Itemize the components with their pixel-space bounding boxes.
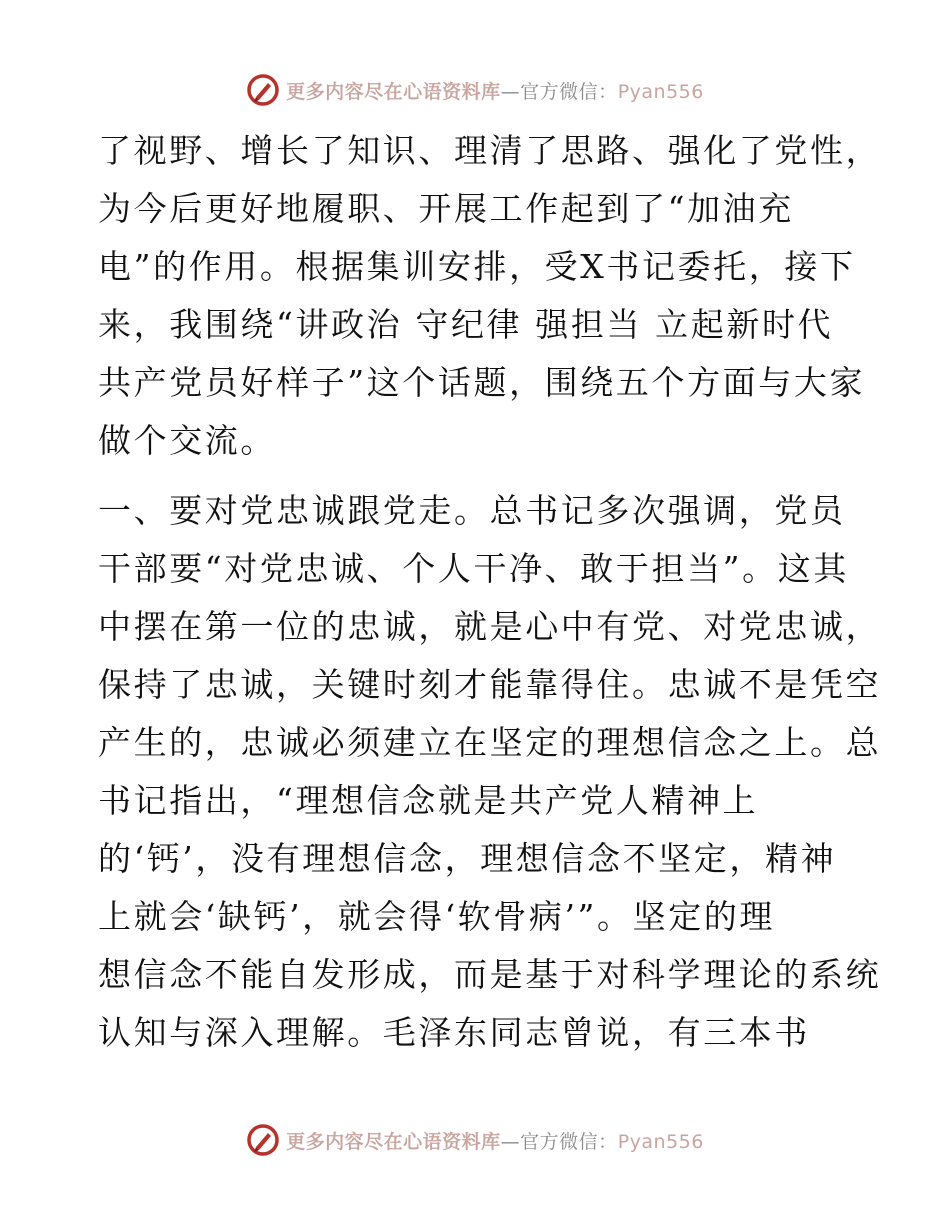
text-line: 了视野、增长了知识、理清了思路、强化了党性， — [98, 131, 882, 170]
pen-logo-icon — [246, 1123, 280, 1157]
paragraph-intro — [98, 122, 882, 470]
watermark-wechat-id: Pyan556 — [617, 1130, 704, 1153]
text-line: 中摆在第一位的忠诚，就是心中有党、对党忠诚， — [98, 607, 882, 646]
text-line: 共产党员好样子”这个话题，围绕五个方面与大家 — [98, 363, 866, 402]
text-line: 认知与深入理解。毛泽东同志曾说，有三本书 — [98, 1013, 810, 1052]
watermark-official: —官方微信： — [500, 1130, 618, 1153]
footer-watermark — [0, 1120, 950, 1160]
watermark-text — [286, 77, 704, 104]
text-line: 为今后更好地履职、开展工作起到了“加油充 — [98, 189, 794, 228]
text-line: 做个交流。 — [98, 421, 276, 460]
watermark-wechat-id: Pyan556 — [617, 80, 704, 103]
text-line: 的‘钙’，没有理想信念，理想信念不坚定，精神 — [98, 839, 837, 878]
text-line: 想信念不能自发形成，而是基于对科学理论的系统 — [98, 955, 882, 994]
watermark-official: —官方微信： — [500, 80, 618, 103]
text-line: 一、要对党忠诚跟党走。总书记多次强调，党员 — [98, 491, 846, 530]
text-line: 产生的，忠诚必须建立在坚定的理想信念之上。总 — [98, 723, 882, 762]
text-line: 电”的作用。根据集训安排，受X书记委托，接下 — [98, 247, 856, 286]
watermark-brand: 更多内容尽在心语资料库 — [286, 1130, 501, 1153]
text-line: 来，我围绕“讲政治 守纪律 强担当 立起新时代 — [98, 305, 834, 344]
header-watermark — [0, 70, 950, 110]
text-line: 保持了忠诚，关键时刻才能靠得住。忠诚不是凭空 — [98, 665, 882, 704]
document-body — [98, 122, 882, 1062]
text-line: 书记指出，“理想信念就是共产党人精神上 — [98, 781, 759, 820]
pen-logo-icon — [246, 73, 280, 107]
text-line: 上就会‘缺钙’，就会得‘软骨病’”。坚定的理 — [98, 897, 776, 936]
watermark-brand: 更多内容尽在心语资料库 — [286, 80, 501, 103]
paragraph-section-one — [98, 482, 882, 1062]
text-line: 干部要“对党忠诚、个人干净、敢于担当”。这其 — [98, 549, 849, 588]
watermark-text — [286, 1127, 704, 1154]
